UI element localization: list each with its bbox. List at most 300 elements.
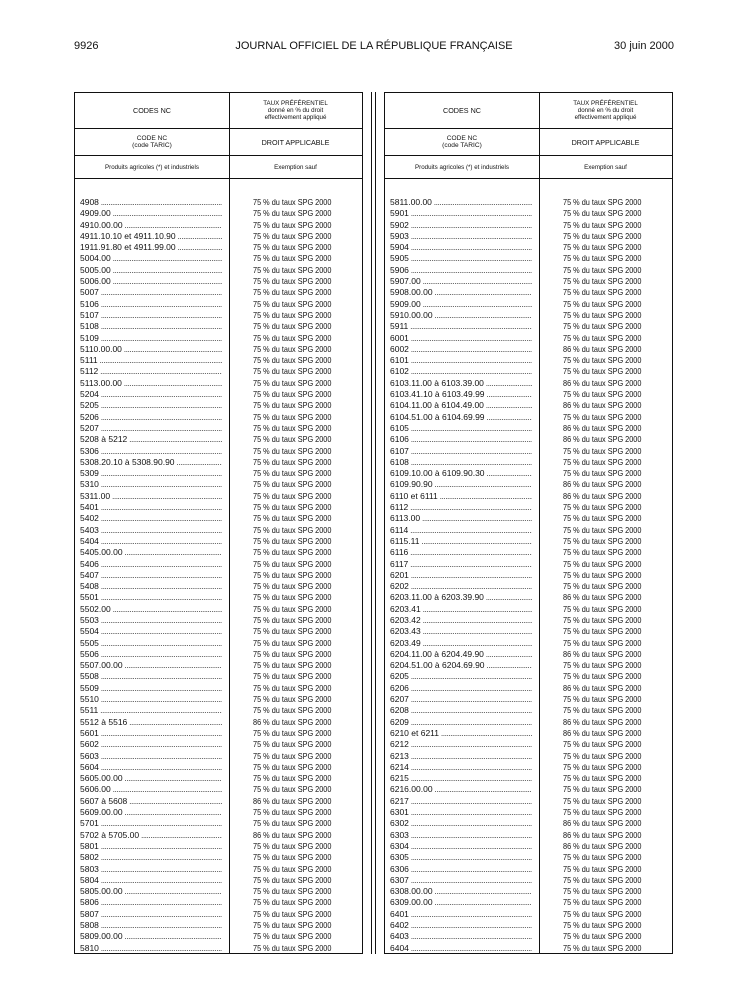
table-row [75,208,362,219]
nc-code: 6203.41 ..... [390,604,532,615]
rate-value: 75 % du taux SPG 2000 [563,795,642,806]
nc-code: 5504 ..... [80,626,222,637]
nc-code: 5404 ..... [80,536,222,547]
nc-code: 6303 ..... [390,830,532,841]
rate-value: 75 % du taux SPG 2000 [563,773,642,784]
rate-value: 75 % du taux SPG 2000 [253,400,332,411]
rate-value: 75 % du taux SPG 2000 [563,874,642,885]
table-row [385,355,672,366]
rate-value: 75 % du taux SPG 2000 [253,343,332,354]
table-row [75,197,362,208]
nc-code: 6304 ..... [390,841,532,852]
rate-value: 86 % du taux SPG 2000 [563,422,642,433]
nc-code: 6204.51.00 à 6204.69.90 ..... [390,660,532,671]
nc-code: 5106 ..... [80,299,222,310]
rate-value: 75 % du taux SPG 2000 [563,626,642,637]
table-row [75,875,362,886]
nc-code: 5903 ..... [390,231,532,242]
rate-value: 86 % du taux SPG 2000 [253,716,332,727]
table-row [385,841,672,852]
rate-value: 75 % du taux SPG 2000 [253,750,332,761]
table-row [75,897,362,908]
nc-code: 6108 ..... [390,457,532,468]
rate-value: 75 % du taux SPG 2000 [253,355,332,366]
rate-value: 86 % du taux SPG 2000 [563,818,642,829]
nc-code: 5506 ..... [80,649,222,660]
rate-value: 75 % du taux SPG 2000 [253,242,332,253]
nc-code: 6401 ..... [390,909,532,920]
rate-value: 86 % du taux SPG 2000 [563,840,642,851]
nc-code: 5801 ..... [80,841,222,852]
nc-code: 5907.00 ..... [390,276,532,287]
header-droit-applicable: DROIT APPLICABLE [261,137,330,147]
nc-code: 5908.00.00 ..... [390,287,532,298]
rate-value: 86 % du taux SPG 2000 [563,716,642,727]
nc-code: 5407 ..... [80,570,222,581]
table-row [385,638,672,649]
table-row [385,536,672,547]
table-row [75,479,362,490]
nc-code: 5308.20.10 à 5308.90.90 ..... [80,457,222,468]
rate-value: 75 % du taux SPG 2000 [563,931,642,942]
table-row [385,581,672,592]
rate-value: 75 % du taux SPG 2000 [563,535,642,546]
rate-value: 75 % du taux SPG 2000 [253,445,332,456]
table-row [75,739,362,750]
nc-code: 5512 à 5516 ..... [80,717,222,728]
nc-code: 5911 ..... [390,321,532,332]
nc-code: 6105 ..... [390,423,532,434]
nc-code: 5311.00 ..... [80,491,222,502]
rate-value: 75 % du taux SPG 2000 [563,852,642,863]
header-exemption: Exemption sauf [274,163,317,171]
table-row [75,389,362,400]
table-row [385,423,672,434]
table-row [75,547,362,558]
rate-value: 75 % du taux SPG 2000 [563,445,642,456]
rate-value: 75 % du taux SPG 2000 [563,558,642,569]
nc-code: 6404 ..... [390,943,532,954]
nc-code: 6305 ..... [390,852,532,863]
header-codes-nc: CODES NC [133,106,171,115]
rate-value: 75 % du taux SPG 2000 [253,784,332,795]
nc-code: 5607 à 5608 ..... [80,796,222,807]
rate-value: 75 % du taux SPG 2000 [563,908,642,919]
rate-value: 75 % du taux SPG 2000 [253,253,332,264]
table-row [385,468,672,479]
rate-value: 75 % du taux SPG 2000 [253,874,332,885]
nc-code: 5112 ..... [80,366,222,377]
rate-value: 75 % du taux SPG 2000 [563,705,642,716]
nc-code: 5310 ..... [80,479,222,490]
nc-code: 5405.00.00 ..... [80,547,222,558]
rate-value: 75 % du taux SPG 2000 [563,660,642,671]
nc-code: 5107 ..... [80,310,222,321]
rate-value: 75 % du taux SPG 2000 [253,219,332,230]
rate-value: 75 % du taux SPG 2000 [563,637,642,648]
nc-code: 5205 ..... [80,400,222,411]
table-row [75,615,362,626]
nc-code: 5609.00.00 ..... [80,807,222,818]
nc-code: 6102 ..... [390,366,532,377]
rate-value: 75 % du taux SPG 2000 [563,468,642,479]
nc-code: 6114 ..... [390,525,532,536]
table-row [385,559,672,570]
table-row [75,784,362,795]
table-row [385,852,672,863]
table-row [75,321,362,332]
table-row [75,660,362,671]
nc-code: 6101 ..... [390,355,532,366]
nc-code: 5803 ..... [80,864,222,875]
rate-value: 75 % du taux SPG 2000 [563,208,642,219]
table-row [75,220,362,231]
nc-code: 5004.00 ..... [80,253,222,264]
table-row [75,796,362,807]
nc-code: 6309.00.00 ..... [390,897,532,908]
nc-code: 5006.00 ..... [80,276,222,287]
table-row [75,378,362,389]
nc-code: 6112 ..... [390,502,532,513]
table-row [385,253,672,264]
table-row [75,491,362,502]
rate-value: 86 % du taux SPG 2000 [563,434,642,445]
nc-code: 6212 ..... [390,739,532,750]
table-row [75,287,362,298]
nc-code: 5702 à 5705.00 ..... [80,830,222,841]
rate-value: 75 % du taux SPG 2000 [563,230,642,241]
table-row [75,310,362,321]
nc-code: 5511 ..... [80,705,222,716]
rate-value: 75 % du taux SPG 2000 [253,614,332,625]
nc-code: 6115.11 ..... [390,536,532,547]
table-row [75,242,362,253]
rate-value: 75 % du taux SPG 2000 [563,671,642,682]
rate-value: 75 % du taux SPG 2000 [253,411,332,422]
header-code-nc-taric: CODE NC (code TARIC) [132,135,172,149]
nc-code: 5604 ..... [80,762,222,773]
table-row [385,728,672,739]
table-row [385,208,672,219]
table-row [75,751,362,762]
table-row [75,355,362,366]
rate-value: 86 % du taux SPG 2000 [563,490,642,501]
rate-value: 75 % du taux SPG 2000 [253,276,332,287]
table-row [385,446,672,457]
table-row [385,242,672,253]
rate-value: 75 % du taux SPG 2000 [563,886,642,897]
rate-value: 75 % du taux SPG 2000 [253,671,332,682]
nc-code: 5505 ..... [80,638,222,649]
nc-code: 6209 ..... [390,717,532,728]
table-row [385,751,672,762]
nc-code: 5406 ..... [80,559,222,570]
rate-value: 75 % du taux SPG 2000 [253,727,332,738]
rate-value: 75 % du taux SPG 2000 [563,456,642,467]
table-row [75,412,362,423]
nc-code: 5306 ..... [80,446,222,457]
table-row [385,479,672,490]
rate-value: 86 % du taux SPG 2000 [563,682,642,693]
rate-value: 86 % du taux SPG 2000 [563,343,642,354]
rate-value: 86 % du taux SPG 2000 [563,829,642,840]
rate-value: 75 % du taux SPG 2000 [253,705,332,716]
rate-value: 75 % du taux SPG 2000 [253,603,332,614]
nc-code: 6203.49 ..... [390,638,532,649]
table-row [385,378,672,389]
rate-value: 75 % du taux SPG 2000 [253,230,332,241]
rate-value: 75 % du taux SPG 2000 [563,581,642,592]
table-row [385,604,672,615]
rate-value: 86 % du taux SPG 2000 [563,727,642,738]
rate-value: 75 % du taux SPG 2000 [253,648,332,659]
rate-value: 86 % du taux SPG 2000 [253,829,332,840]
rate-value: 75 % du taux SPG 2000 [253,739,332,750]
nc-code: 6307 ..... [390,875,532,886]
nc-code: 5502.00 ..... [80,604,222,615]
table-row [385,265,672,276]
nc-code: 5309 ..... [80,468,222,479]
table-row [75,434,362,445]
header-droit-applicable: DROIT APPLICABLE [571,137,640,147]
nc-code: 5809.00.00 ..... [80,931,222,942]
rate-value: 75 % du taux SPG 2000 [563,298,642,309]
table-row [75,276,362,287]
nc-code: 6204.11.00 à 6204.49.90 ..... [390,649,532,660]
table-row [75,717,362,728]
nc-code: 6203.11.00 à 6203.39.90 ..... [390,592,532,603]
table-row [75,559,362,570]
table-row [385,592,672,603]
table-row [75,773,362,784]
nc-code: 5508 ..... [80,671,222,682]
nc-code: 6308.00.00 ..... [390,886,532,897]
table-row [385,705,672,716]
rate-value: 75 % du taux SPG 2000 [253,920,332,930]
rate-value: 75 % du taux SPG 2000 [563,264,642,275]
rate-value: 75 % du taux SPG 2000 [253,931,332,942]
header-exemption: Exemption sauf [584,163,627,171]
table-row [75,253,362,264]
table-row [385,333,672,344]
rate-value: 75 % du taux SPG 2000 [563,694,642,705]
rate-value: 75 % du taux SPG 2000 [563,942,642,953]
table-row [385,864,672,875]
rate-value: 75 % du taux SPG 2000 [253,840,332,851]
table-row [75,333,362,344]
table-row [75,920,362,931]
rate-value: 75 % du taux SPG 2000 [253,682,332,693]
nc-code: 5510 ..... [80,694,222,705]
nc-code: 5810 ..... [80,943,222,954]
table-row [75,818,362,829]
table-row [385,231,672,242]
nc-code: 5113.00.00 ..... [80,378,222,389]
nc-code: 6217 ..... [390,796,532,807]
rate-value: 75 % du taux SPG 2000 [563,502,642,513]
nc-code: 5507.00.00 ..... [80,660,222,671]
rate-value: 75 % du taux SPG 2000 [253,592,332,603]
header-code-nc-taric: CODE NC (code TARIC) [442,135,482,149]
nc-code: 5701 ..... [80,818,222,829]
table-row [75,807,362,818]
nc-code: 5602 ..... [80,739,222,750]
table-row [75,400,362,411]
rate-value: 75 % du taux SPG 2000 [253,626,332,637]
table-row [385,807,672,818]
rate-value: 75 % du taux SPG 2000 [253,852,332,863]
nc-code: 5501 ..... [80,592,222,603]
table-row [385,660,672,671]
rate-value: 75 % du taux SPG 2000 [253,502,332,513]
nc-code: 5204 ..... [80,389,222,400]
table-body-right [385,197,672,954]
table-row [75,457,362,468]
table-row [385,694,672,705]
nc-code: 4909.00 ..... [80,208,222,219]
nc-code: 6306 ..... [390,864,532,875]
rate-value: 75 % du taux SPG 2000 [563,321,642,332]
nc-code: 5401 ..... [80,502,222,513]
header-row-code-taric [385,129,672,156]
table-row [75,468,362,479]
table-row [75,592,362,603]
table-row [75,604,362,615]
table-row [385,886,672,897]
table-row [385,276,672,287]
header-row-produits [385,156,672,179]
rate-value: 75 % du taux SPG 2000 [253,908,332,919]
nc-code: 5910.00.00 ..... [390,310,532,321]
nc-code: 6206 ..... [390,683,532,694]
nc-code: 6203.42 ..... [390,615,532,626]
table-row [75,931,362,942]
rate-value: 86 % du taux SPG 2000 [563,479,642,490]
rate-value: 75 % du taux SPG 2000 [563,614,642,625]
nc-code: 5601 ..... [80,728,222,739]
table-row [385,615,672,626]
header-row-codes [75,93,362,129]
header-row-code-taric [75,129,362,156]
table-row [385,784,672,795]
table-row [385,502,672,513]
nc-code: 5805.00.00 ..... [80,886,222,897]
table-row [385,525,672,536]
nc-code: 6213 ..... [390,751,532,762]
table-row [385,400,672,411]
rate-value: 75 % du taux SPG 2000 [253,818,332,829]
table-row [75,525,362,536]
nc-code: 6104.11.00 à 6104.49.00 ..... [390,400,532,411]
table-row [75,638,362,649]
rate-value: 75 % du taux SPG 2000 [253,468,332,479]
table-row [385,513,672,524]
nc-code: 6117 ..... [390,559,532,570]
rate-value: 75 % du taux SPG 2000 [563,897,642,908]
table-row [385,547,672,558]
nc-code: 6215 ..... [390,773,532,784]
table-row [75,231,362,242]
table-row [385,943,672,954]
journal-title: JOURNAL OFFICIEL DE LA RÉPUBLIQUE FRANÇAISE [235,40,513,52]
nc-code: 5108 ..... [80,321,222,332]
rate-value: 75 % du taux SPG 2000 [563,253,642,264]
nc-code: 5408 ..... [80,581,222,592]
table-row [385,321,672,332]
rate-value: 75 % du taux SPG 2000 [253,513,332,524]
rate-value: 75 % du taux SPG 2000 [563,389,642,400]
rate-value: 75 % du taux SPG 2000 [253,637,332,648]
header-row-codes [385,93,672,129]
rate-value: 75 % du taux SPG 2000 [253,321,332,332]
rate-value: 86 % du taux SPG 2000 [563,400,642,411]
rate-value: 75 % du taux SPG 2000 [563,242,642,253]
nc-code: 5906 ..... [390,265,532,276]
rate-value: 75 % du taux SPG 2000 [253,456,332,467]
table-row [385,412,672,423]
tariff-table-left [74,92,363,954]
rate-value: 75 % du taux SPG 2000 [253,807,332,818]
nc-code: 5606.00 ..... [80,784,222,795]
page-number: 9926 [74,40,99,52]
rate-value: 75 % du taux SPG 2000 [253,773,332,784]
rate-value: 75 % du taux SPG 2000 [563,219,642,230]
rate-value: 75 % du taux SPG 2000 [563,276,642,287]
table-row [385,830,672,841]
nc-code: 5811.00.00 ..... [390,197,532,208]
rate-value: 75 % du taux SPG 2000 [563,784,642,795]
rate-value: 75 % du taux SPG 2000 [563,807,642,818]
rate-value: 75 % du taux SPG 2000 [563,355,642,366]
table-row [75,502,362,513]
nc-code: 4910.00.00 ..... [80,220,222,231]
rate-value: 75 % du taux SPG 2000 [563,309,642,320]
rate-value: 75 % du taux SPG 2000 [563,332,642,343]
nc-code: 6107 ..... [390,446,532,457]
nc-code: 6202 ..... [390,581,532,592]
table-row [75,536,362,547]
nc-code: 6203.43 ..... [390,626,532,637]
table-row [75,762,362,773]
rate-value: 75 % du taux SPG 2000 [253,377,332,388]
nc-code: 6402 ..... [390,920,532,931]
rate-value: 75 % du taux SPG 2000 [253,298,332,309]
table-row [385,434,672,445]
rate-value: 75 % du taux SPG 2000 [253,479,332,490]
nc-code: 5111 ..... [80,355,222,366]
table-row [75,943,362,954]
nc-code: 6403 ..... [390,931,532,942]
table-row [75,841,362,852]
table-row [75,830,362,841]
table-row [385,762,672,773]
rate-value: 75 % du taux SPG 2000 [253,547,332,558]
table-body-left [75,197,362,954]
table-row [385,491,672,502]
rate-value: 75 % du taux SPG 2000 [253,197,332,207]
table-row [385,626,672,637]
table-row [385,897,672,908]
rate-value: 86 % du taux SPG 2000 [253,795,332,806]
nc-code: 5909.00 ..... [390,299,532,310]
table-row [385,570,672,581]
nc-code: 6201 ..... [390,570,532,581]
rate-value: 75 % du taux SPG 2000 [253,434,332,445]
nc-code: 6208 ..... [390,705,532,716]
rate-value: 75 % du taux SPG 2000 [563,513,642,524]
table-row [385,649,672,660]
rate-value: 75 % du taux SPG 2000 [253,886,332,897]
